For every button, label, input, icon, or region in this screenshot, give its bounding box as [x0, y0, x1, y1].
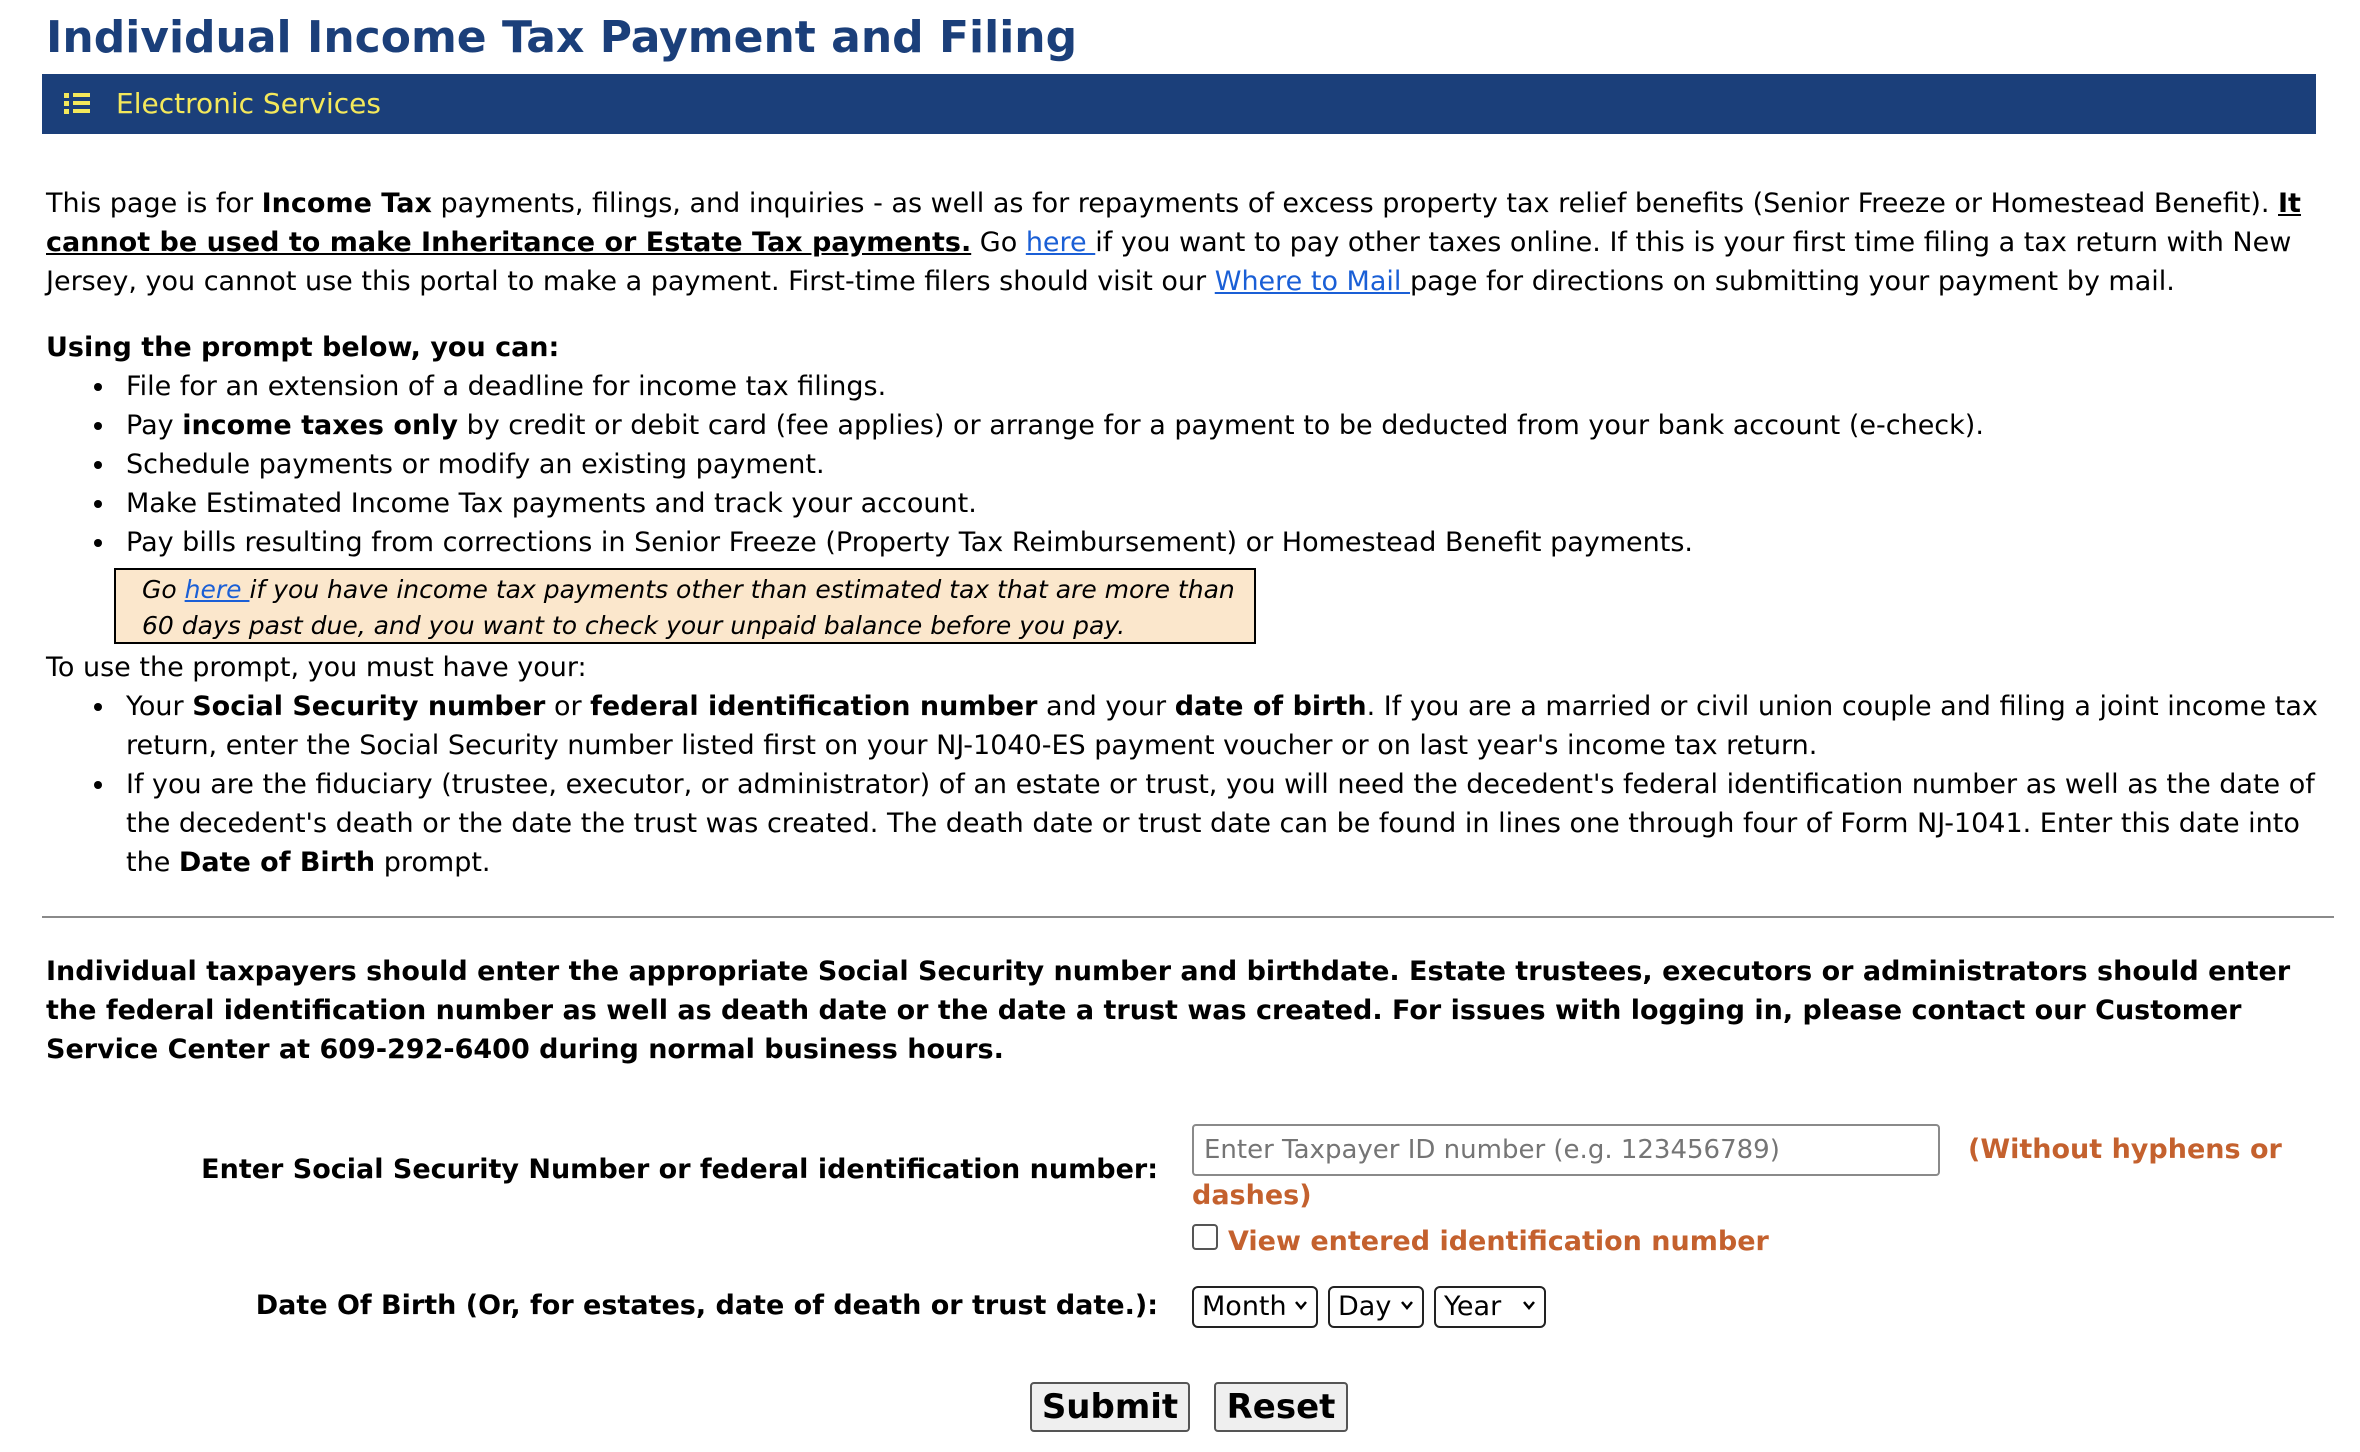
intro-text: page for directions on submitting your payment by mail.: [1410, 266, 2175, 297]
list-item: File for an extension of a deadline for income tax filings.: [126, 367, 2326, 406]
requirements-list: [46, 687, 2326, 882]
electronic-services-label[interactable]: Electronic Services: [116, 87, 381, 120]
taxpayer-id-input[interactable]: [1192, 1124, 1940, 1176]
note-text: Go: [142, 575, 185, 604]
list-item: Make Estimated Income Tax payments and track your account.: [126, 484, 2326, 523]
intro-paragraph: [46, 184, 2326, 301]
format-hint-continued: dashes): [1192, 1180, 1312, 1211]
requirements-section: [46, 648, 2326, 882]
chevron-down-icon: [1400, 1298, 1414, 1312]
login-instructions: Individual taxpayers should enter the appropriate Social Security number and birthdate. Estate trustees, executors or administrators should enter the federal identification number as well as death date or the date a trust was created. For issues with logging in, please contact our Customer Service Center at 609-292-6400 during normal business hours.: [46, 956, 2291, 1065]
list-item: Schedule payments or modify an existing payment.: [126, 445, 2326, 484]
chevron-down-icon: [1294, 1298, 1308, 1312]
reset-button[interactable]: Reset: [1214, 1382, 1348, 1432]
intro-text: This page is for: [46, 188, 262, 219]
chevron-down-icon: [1522, 1298, 1536, 1312]
other-taxes-link[interactable]: here: [1025, 227, 1096, 258]
b: date of birth: [1174, 691, 1367, 722]
format-hint: (Without hyphens or: [1968, 1134, 2282, 1165]
past-due-link[interactable]: here: [184, 575, 250, 604]
using-section: [46, 328, 2326, 562]
submit-button[interactable]: Submit: [1030, 1382, 1190, 1432]
using-heading: Using the prompt below, you can:: [46, 332, 560, 363]
intro-text: payments, filings, and inquiries - as well as for repayments of excess property tax relief benefits (Senior Freeze or Homestead Benefit).: [431, 188, 2279, 219]
dob-label: Date Of Birth (Or, for estates, date of death or trust date.):: [255, 1290, 1158, 1321]
list-item-text: Pay: [126, 410, 183, 441]
month-select[interactable]: [1192, 1286, 1318, 1328]
page-title: Individual Income Tax Payment and Filing: [46, 12, 1078, 63]
t: Your: [126, 691, 193, 722]
using-list: [46, 367, 2326, 562]
year-select[interactable]: [1434, 1286, 1546, 1328]
list-icon: [64, 93, 90, 115]
where-to-mail-link[interactable]: Where to Mail: [1214, 266, 1410, 297]
divider: [42, 916, 2334, 918]
month-value: Month: [1202, 1291, 1287, 1322]
day-select[interactable]: [1328, 1286, 1424, 1328]
list-item-text: by credit or debit card (fee applies) or arrange for a payment to be deducted from your bank account (e-check).: [458, 410, 1984, 441]
electronic-services-bar[interactable]: [42, 74, 2316, 134]
past-due-note: [114, 568, 1256, 644]
t: If you are the fiduciary (trustee, executor, or administrator) of an estate or trust, you will need the decedent's federal identification number as well as the date of the decedent's death or the date the trust was created. The death date or trust date can be found in lines one through four of Form NJ-1041. Enter this date into the: [126, 769, 2315, 878]
t: . If you are a married or civil union couple and filing a joint income tax return, enter the Social Security number listed first on your NJ-1040-ES payment voucher or on last year's income tax return.: [126, 691, 2318, 761]
b: federal identification number: [590, 691, 1038, 722]
year-value: Year: [1444, 1291, 1502, 1322]
t: and your: [1037, 691, 1175, 722]
day-value: Day: [1338, 1291, 1392, 1322]
list-item: [126, 406, 2326, 445]
b: Date of Birth: [178, 847, 376, 878]
estate-warning: It cannot be used to make Inheritance or Estate Tax payments.: [46, 188, 2301, 258]
list-item-bold: income taxes only: [182, 410, 459, 441]
intro-text: if you want to pay other taxes online. If this is your first time filing a tax return with New Jersey, you cannot use this portal to make a payment. First-time filers should visit our: [46, 227, 2292, 297]
list-item: Pay bills resulting from corrections in Senior Freeze (Property Tax Reimbursement) or Homestead Benefit payments.: [126, 523, 2326, 562]
list-item: [126, 765, 2326, 882]
t: prompt.: [375, 847, 491, 878]
note-text: if you have income tax payments other than estimated tax that are more than 60 days past due, and you want to check your unpaid balance before you pay.: [142, 575, 1235, 640]
list-item: [126, 687, 2326, 765]
requirements-heading: To use the prompt, you must have your:: [46, 652, 587, 683]
intro-bold: Income Tax: [261, 188, 432, 219]
view-id-label[interactable]: View entered identification number: [1228, 1226, 1769, 1257]
t: or: [545, 691, 591, 722]
view-id-checkbox[interactable]: [1192, 1224, 1218, 1250]
ssn-label: Enter Social Security Number or federal identification number:: [201, 1154, 1158, 1185]
b: Social Security number: [192, 691, 546, 722]
intro-text: Go: [971, 227, 1026, 258]
